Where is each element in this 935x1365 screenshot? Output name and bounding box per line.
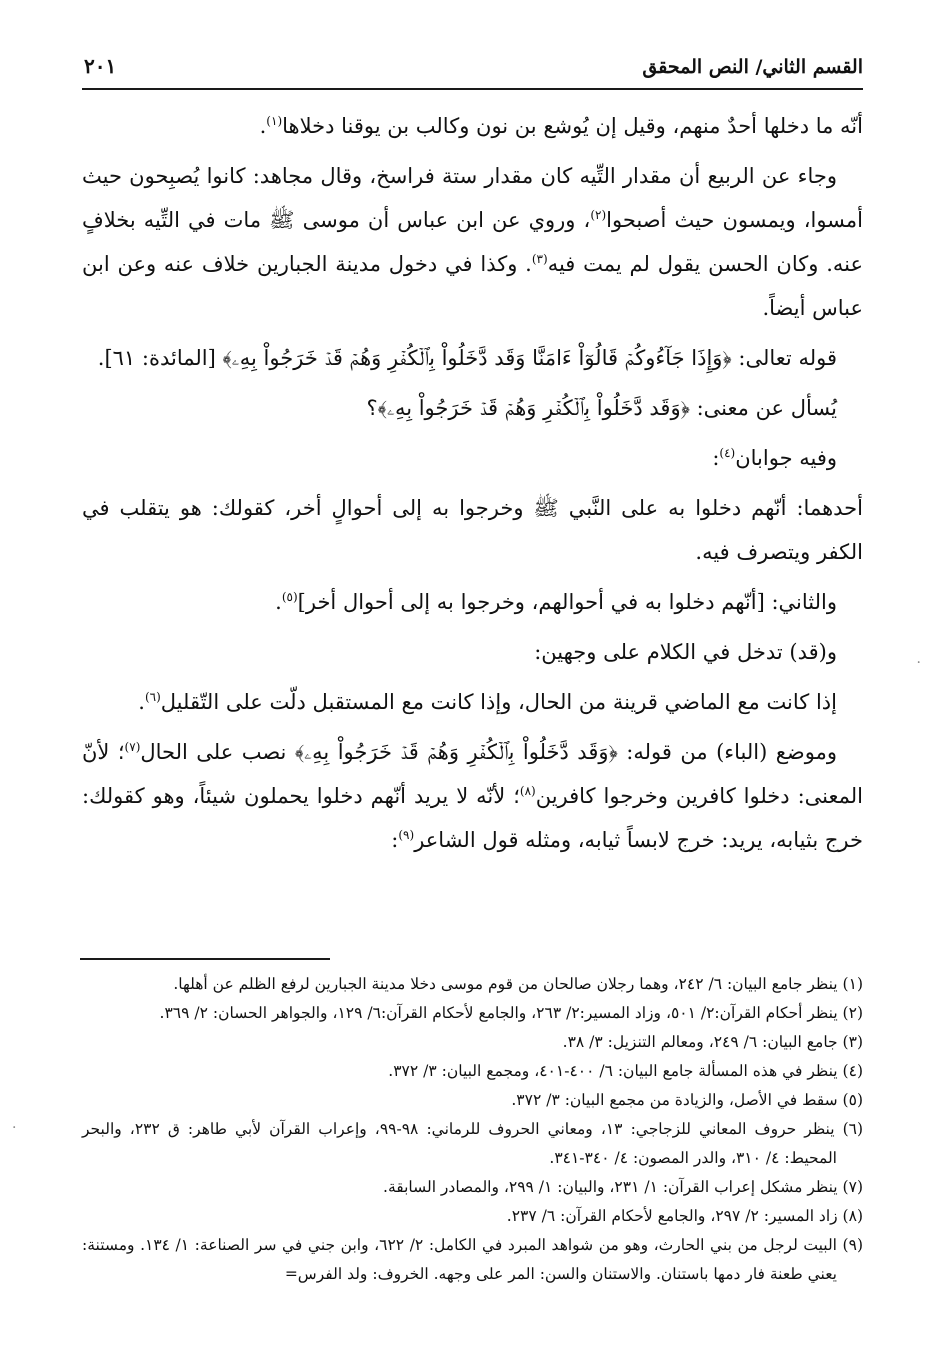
footnote-ref[interactable]: (٥) <box>281 590 298 604</box>
footnote-ref[interactable]: (٢) <box>590 208 607 222</box>
footnote-ref[interactable]: (٩) <box>398 828 415 842</box>
paragraph: قوله تعالى: ﴿وَإِذَا جَآءُوكُمۡ قَالُوٓاْ ءَامَنَّا وَقَد دَّخَلُواْ بِٱلۡكُفۡرِ وَهُمۡ قَدۡ خَرَجُواْ بِهِۦ﴾ [المائدة: ٦١]. <box>97 346 837 370</box>
paragraph: وجاء عن الربيع أن مقدار التِّيه كان مقدار ستة فراسخ، وقال مجاهد: كانوا يُصبِحون حيث أمسوا، ويمسون حيث أصبحوا$^{(٢)}$، وروي عن ابن عباس أن موسى ﷺ مات في التِّيه بخلافٍ عنه. وكان الحسن يقول لم يمت فيه$^{(٣)}$. وكذا في دخول مدينة الجبارين خلاف عنه وعن ابن عباس أيضاً. <box>82 164 863 320</box>
footnote-ref[interactable]: (٣) <box>531 252 548 266</box>
footnote: (٨) زاد المسير: ٢/ ٢٩٧، والجامع لأحكام القرآن: ٦/ ٢٣٧. <box>506 1207 863 1225</box>
footnote-ref[interactable]: (٤) <box>719 446 736 460</box>
footnote-divider <box>80 958 330 960</box>
quran-verse: ﴿وَإِذَا جَآءُوكُمۡ قَالُوٓاْ ءَامَنَّا وَقَد دَّخَلُواْ بِٱلۡكُفۡرِ وَهُمۡ قَدۡ خَرَجُواْ بِهِۦ﴾ <box>222 346 732 370</box>
quran-verse: ﴿وَقَد دَّخَلُواْ بِٱلۡكُفۡرِ وَهُمۡ قَدۡ خَرَجُواْ بِهِۦ﴾ <box>377 396 690 420</box>
main-text <box>82 104 863 868</box>
paragraph: أحدهما: أنّهم دخلوا به على النَّبي ﷺ وخرجوا به إلى أحوالٍ أخر، كقولك: هو يتقلب في الكفر ويتصرف فيه. <box>82 496 863 564</box>
running-header <box>82 50 863 90</box>
footnote: (٦) ينظر حروف المعاني للزجاجي: ١٣، ومعاني الحروف للرماني: ٩٨-٩٩، وإعراب القرآن لأبي طاهر: ق ٢٣٢، والبحر المحيط: ٤/ ٣١٠، والدر المصون: ٤/ ٣٤٠-٣٤١. <box>82 1120 864 1167</box>
paragraph: والثاني: [أنّهم دخلوا به في أحوالهم، وخرجوا به إلى أحوال أخر]$^{(٥)}$. <box>275 590 837 614</box>
footnote: (٥) سقط في الأصل، والزيادة من مجمع البيان: ٣/ ٣٧٢. <box>511 1091 863 1109</box>
footnote-ref[interactable]: (٦) <box>144 690 161 704</box>
paragraph: وموضع (الباء) من قوله: ﴿وَقَد دَّخَلُواْ بِٱلۡكُفۡرِ وَهُمۡ قَدۡ خَرَجُواْ بِهِۦ﴾ نصب على الحال$^{(٧)}$؛ لأنّ المعنى: دخلوا كافرين وخرجوا كافرين$^{(٨)}$؛ لأنّه لا يريد أنّهم دخلوا يحملون شيئاً، وهو كقولك: خرج بثيابه، يريد: خرج لابساً ثيابه، ومثله قول الشاعر$^{(٩)}$: <box>82 740 864 852</box>
paragraph: إذا كانت مع الماضي قرينة من الحال، وإذا كانت مع المستقبل دلّت على التّقليل$^{(٦)}$. <box>138 690 837 714</box>
paragraph: و(قد) تدخل في الكلام على وجهين: <box>534 640 837 664</box>
footnote-ref[interactable]: (١) <box>266 114 283 128</box>
scan-speck: · <box>12 1120 17 1136</box>
header-title: القسم الثاني/ النص المحقق <box>642 56 863 78</box>
scan-speck: · <box>916 655 921 671</box>
paragraph: أنّه ما دخلها أحدٌ منهم، وقيل إن يُوشع بن نون وكالب بن يوقنا دخلاها$^{(١)}$. <box>259 114 863 138</box>
footnote: (٤) ينظر في هذه المسألة جامع البيان: ٦/ ٤٠٠-٤٠١، ومجمع البيان: ٣/ ٣٧٢. <box>388 1062 863 1080</box>
footnotes <box>82 970 863 1289</box>
verse-source: [المائدة: ٦١]. <box>97 346 216 370</box>
footnote-ref[interactable]: (٧) <box>124 740 141 754</box>
paragraph: يُسأل عن معنى: ﴿وَقَد دَّخَلُواْ بِٱلۡكُفۡرِ وَهُمۡ قَدۡ خَرَجُواْ بِهِۦ﴾؟ <box>366 396 837 420</box>
footnote: (٣) جامع البيان: ٦/ ٢٤٩، ومعالم التنزيل: ٣/ ٣٨. <box>562 1033 863 1051</box>
footnote: (٢) ينظر أحكام القرآن:٢/ ٥٠١، وزاد المسير:٢/ ٢٦٣، والجامع لأحكام القرآن:٦/ ١٢٩، والجواهر الحسان: ٢/ ٣٦٩. <box>159 1004 863 1022</box>
page-number: ٢٠١ <box>84 54 117 78</box>
footnote: (٧) ينظر مشكل إعراب القرآن: ١/ ٢٣١، والبيان: ١/ ٢٩٩، والمصادر السابقة. <box>383 1178 863 1196</box>
footnote: (٩) البيت لرجل من بني الحارث، وهو من شواهد المبرد في الكامل: ٢/ ٦٢٢، وابن جني في سر الصناعة: ١/ ١٣٤. ومستنة: يعني طعنة فار دمها باستنان. والاستنان والسن: المر على وجهه. الخروف: ولد الفرس= <box>82 1236 863 1283</box>
footnote: (١) ينظر جامع البيان: ٦/ ٢٤٢، وهما رجلان صالحان من قوم موسى دخلا مدينة الجبارين لرفع الظلم عن أهلها. <box>173 975 863 993</box>
paragraph: وفيه جوابان$^{(٤)}$: <box>712 446 837 470</box>
footnote-ref[interactable]: (٨) <box>519 784 536 798</box>
quran-verse: ﴿وَقَد دَّخَلُواْ بِٱلۡكُفۡرِ وَهُمۡ قَدۡ خَرَجُواْ بِهِۦ﴾ <box>294 740 618 764</box>
